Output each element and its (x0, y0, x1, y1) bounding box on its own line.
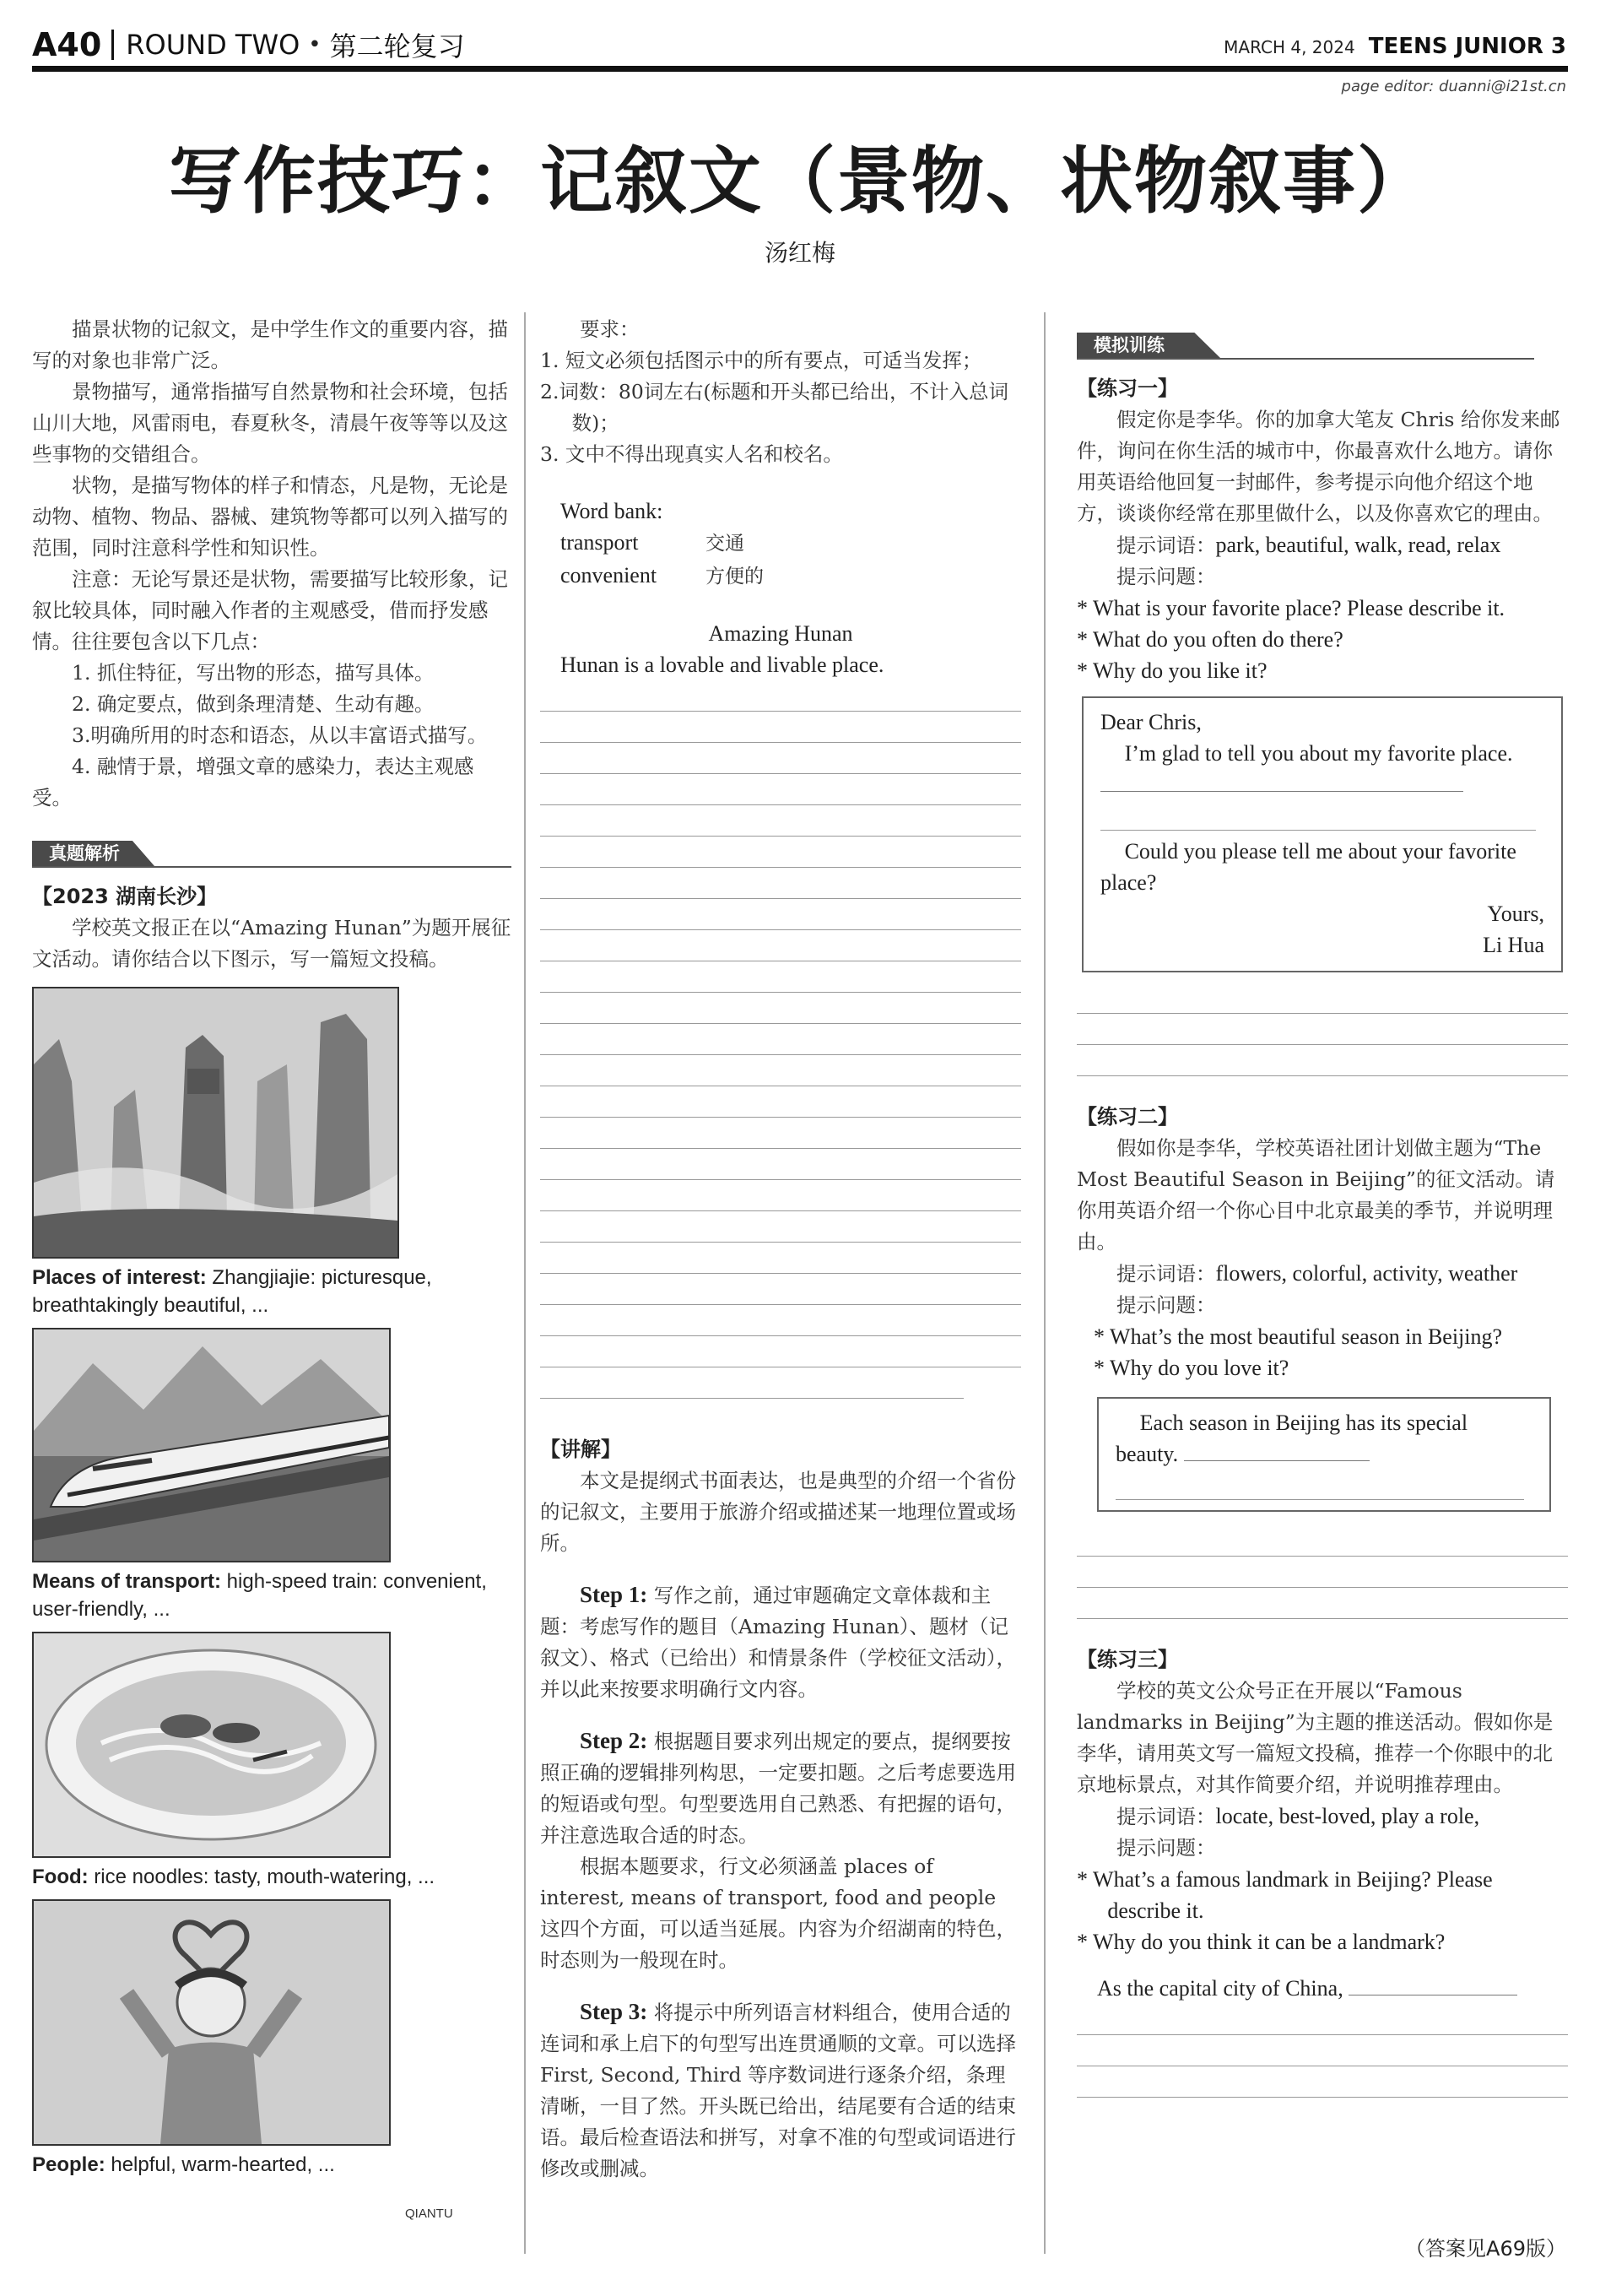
box-blank-line[interactable] (1116, 1470, 1524, 1500)
exercise-3-hint-words: 提示词语：locate, best-loved, play a role, (1116, 1804, 1480, 1828)
exercise-1-question: * Why do you like it? (1077, 658, 1268, 683)
exercise-1-question: * What is your favorite place? Please describe it. (1077, 596, 1505, 620)
tip-point: 4. 融情于景，增强文章的感染力，表达主观感受。 (32, 755, 474, 810)
requirement-item: 3. 文中不得出现真实人名和校名。 (540, 442, 843, 466)
section-tag-practice: 模拟训练 (1077, 331, 1568, 360)
page-header-right (1224, 34, 1566, 59)
tip-point: 2. 确定要点，做到条理清楚、生动有趣。 (72, 692, 435, 716)
step-2-detail: 根据本题要求，行文必须涵盖 places of interest, means of transport, food and people 这四个方面，可以适当延展。内容为介绍湖南的特色，时态则为一般现在时。 (540, 1855, 1016, 1972)
letter-signature: Li Hua (1483, 933, 1544, 957)
explanation-intro: 本文是提纲式书面表达，也是典型的介绍一个省份的记叙文，主要用于旅游介绍或描述某一地理位置或场所。 (540, 1469, 1016, 1555)
word-bank: Word bank: transport 交通 convenient 方便的 (560, 499, 764, 588)
figure-caption: Means of transport: high-speed train: convenient, user-friendly, ... (32, 1570, 487, 1621)
high-speed-train-image (32, 1328, 391, 1562)
column-divider (1044, 312, 1046, 2254)
essay-writing-lines[interactable] (540, 680, 1021, 1399)
issue-date: MARCH 4, 2024 (1224, 37, 1355, 57)
page-header-left (32, 25, 465, 64)
volunteer-image (32, 1899, 391, 2146)
page-title: 写作技巧：记叙文（景物、状物叙事） (169, 139, 1431, 224)
intro-paragraph: 状物，是描写物体的样子和情态，凡是物，无论是动物、植物、物品、器械、建筑物等都可以列入描写的范围，同时注意科学性和知识性。 (32, 474, 508, 560)
exercise-1-hint-words: 提示词语：park, beautiful, walk, read, relax (1116, 533, 1501, 557)
letter-closing: Yours, (1487, 902, 1544, 926)
tip-point: 1. 抓住特征，写出物的形态，描写具体。 (72, 661, 435, 685)
exercise-3-prompt: 学校的英文公众号正在开展以“Famous landmarks in Beijing”为主题的推送活动。假如你是李华，请用英文写一篇短文投稿，推荐一个你眼中的北京地标景点，对其作简要介绍，并说明推荐理由。 (1077, 1679, 1554, 1796)
exercise-3-question: * Why do you think it can be a landmark? (1077, 1930, 1446, 1954)
step-1: Step 1: 写作之前，通过审题确定文章体裁和主题：考虑写作的题目（Amazing Hunan）、题材（记叙文）、格式（已给出）和情景条件（学校征文活动），并以此来按要求明确行文内容。 (540, 1582, 1016, 1701)
exercise-2-heading: 【练习二】 (1077, 1105, 1178, 1129)
section-round: ROUND TWO (126, 29, 300, 61)
page-number: A40 (32, 26, 102, 63)
header-rule (32, 66, 1568, 72)
exercise-2-prompt: 假如你是李华，学校英语社团计划做主题为“The Most Beautiful Season in Beijing”的征文活动。请你用英语介绍一个你心目中北京最美的季节，并说明理由。 (1077, 1136, 1555, 1254)
answer-reference: （答案见A69版） (1405, 2237, 1566, 2261)
intro-paragraph: 描景状物的记叙文，是中学生作文的重要内容，描写的对象也非常广泛。 (32, 317, 508, 372)
exercise-1-heading: 【练习一】 (1077, 376, 1178, 400)
header-divider (111, 30, 114, 60)
figure-caption: Food: rice noodles: tasty, mouth-watering, ... (32, 1866, 435, 1888)
letter-line: Could you please tell me about your favorite place? (1100, 839, 1516, 895)
exam-source: 【2023 湖南长沙】 (32, 885, 218, 908)
exercise-3-question: * What’s a famous landmark in Beijing? Please describe it. (1077, 1867, 1493, 1923)
column-middle (540, 314, 1021, 2185)
intro-paragraph: 注意：无论写景还是状物，需要描写比较形象，记叙比较具体，同时融入作者的主观感受，借而抒发感情。往往要包含以下几点： (32, 567, 508, 653)
requirement-item: 1. 短文必须包括图示中的所有要点，可适当发挥； (540, 349, 982, 372)
exercise-2-question: * What’s the most beautiful season in Beijing? (1094, 1324, 1503, 1349)
column-divider (524, 312, 526, 2254)
exercise-2-question: * Why do you love it? (1094, 1356, 1289, 1380)
exercise-3-hint-questions-label: 提示问题： (1116, 1836, 1216, 1860)
requirements-heading: 要求： (580, 317, 640, 341)
figure-caption: Places of interest: Zhangjiajie: picturesque, breathtakingly beautiful, ... (32, 1266, 432, 1317)
essay-first-line: Hunan is a lovable and livable place. (560, 653, 884, 677)
bullet-icon: • (308, 32, 322, 57)
exercise-1-hint-questions-label: 提示问题： (1116, 565, 1216, 588)
section-subtitle: 第二轮复习 (329, 30, 465, 62)
exercise-3-start: As the capital city of China, (1097, 1973, 1568, 2004)
step-2: Step 2: 根据题目要求列出规定的要点，提纲要按照正确的逻辑排列构思，一定要扣题。之后考虑要选用的短语或句型。句型要选用自己熟悉、有把握的语句，并注意选取合适的时态。 (540, 1728, 1016, 1847)
letter-line: I’m glad to tell you about my favorite place. (1100, 738, 1544, 800)
letter-box-2 (1097, 1397, 1551, 1512)
section-tag-exam: 真题解析 (32, 839, 511, 868)
column-right (1077, 314, 1568, 2098)
zhangjiajie-image (32, 987, 399, 1259)
tip-point: 3.明确所用的时态和语态，从以丰富语式描写。 (72, 723, 488, 747)
box-start-text: Each season in Beijing has its special beauty. (1116, 1411, 1468, 1466)
publication-name: TEENS JUNIOR 3 (1368, 34, 1566, 59)
exercise-3-heading: 【练习三】 (1077, 1648, 1178, 1671)
intro-paragraph: 景物描写，通常指描写自然景物和社会环境，包括山川大地，风雷雨电，春夏秋冬，清晨午夜等等以及这些事物的交错组合。 (32, 380, 508, 466)
essay-title: Amazing Hunan (708, 621, 853, 646)
exercise-3-writing-lines[interactable] (1077, 2004, 1568, 2098)
exercise-1-question: * What do you often do there? (1077, 627, 1343, 652)
step-3: Step 3: 将提示中所列语言材料组合，使用合适的连词和承上启下的句型写出连贯通顺的文章。可以选择 First, Second, Third 等序数词进行逐条介绍，条理清晰，一目了然。开头既已给出，结尾要有合适的结束语。最后检查语法和拼写，对拿不准的句型或词语进行修改或删减。 (540, 1999, 1016, 2180)
exercise-2-hint-words: 提示词语：flowers, colorful, activity, weather (1116, 1261, 1518, 1286)
image-credit: QIANTU (405, 2207, 453, 2221)
letter-greeting: Dear Chris, (1100, 710, 1202, 734)
exercise-1-writing-lines[interactable] (1077, 983, 1568, 1076)
exam-prompt: 学校英文报正在以“Amazing Hunan”为题开展征文活动。请你结合以下图示，写一篇短文投稿。 (32, 916, 511, 971)
exercise-2-hint-questions-label: 提示问题： (1116, 1293, 1216, 1317)
explanation-heading: 【讲解】 (540, 1438, 621, 1461)
letter-blank-line[interactable] (1100, 800, 1536, 831)
column-left (32, 314, 511, 2187)
letter-box-1 (1082, 696, 1563, 972)
page-editor: page editor: duanni@i21st.cn (1341, 78, 1566, 95)
requirement-item: 2.词数：80词左右(标题和开头都已给出，不计入总词数)； (540, 380, 1008, 435)
exercise-2-writing-lines[interactable] (1077, 1525, 1568, 1619)
exercise-1-prompt: 假定你是李华。你的加拿大笔友 Chris 给你发来邮件，询问在你生活的城市中，你最喜欢什么地方。请你用英语给他回复一封邮件，参考提示向他介绍这个地方，谈谈你经常在那里做什么，以及你喜欢它的理由。 (1077, 408, 1560, 525)
rice-noodles-image (32, 1632, 391, 1858)
figure-caption: People: helpful, warm-hearted, ... (32, 2153, 335, 2176)
author: 汤红梅 (764, 239, 835, 267)
